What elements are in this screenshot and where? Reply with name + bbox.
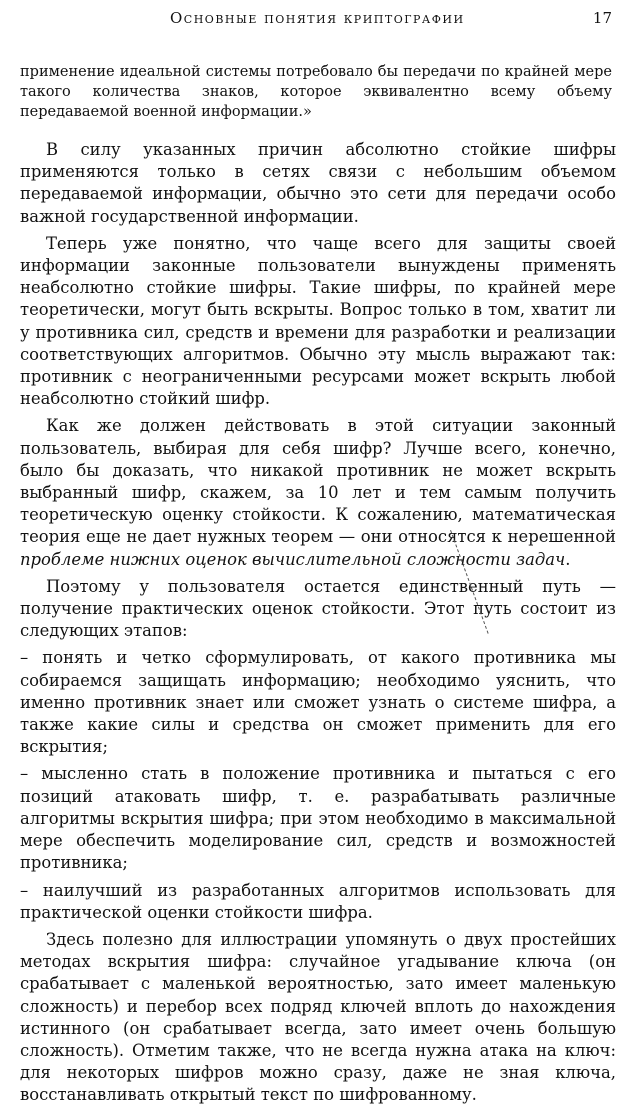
paragraph-1: В силу указанных причин абсолютно стойкие шифры применяются только в сетях связи с небольшим объемом передаваемой информации, обычно это сети для передачи особо важной государственной информации.	[20, 140, 616, 226]
page-number: 17	[592, 9, 612, 27]
list-item-3: – наилучший из разработанных алгоритмов использовать для практической оценки стойкости шифра.	[20, 880, 616, 922]
paragraph-3-italic: проблеме нижних оценок вычислительной сложности задач	[20, 549, 566, 569]
list-item-1: – понять и четко сформулировать, от какого противника мы собираемся защищать информацию; необходимо уяснить, что именно противник знает или сможет узнать о системе шифра, а также какие силы и средства он сможет применить для его вскрытия;	[20, 648, 616, 757]
paragraph-3-start: Как же должен действовать в этой ситуации законный пользователь, выбирая для себя шифр? Лучше всего, конечно, было бы доказать, что никакой противник не может вскрыть выбранный шифр, скажем, за 10 лет и тем самым получить теоретическую оценку стойкости. К сожалению, математическая теория еще не дает нужных теорем — они относятся к нерешенной	[20, 416, 616, 547]
page-header	[20, 9, 616, 33]
paragraph-2: Теперь уже понятно, что чаще всего для защиты своей информации законные пользователи вынуждены применять неабсолютно стойкие шифры. Такие шифры, по крайней мере теоретически, могут быть вскрыты. Вопрос только в том, хватит ли у противника сил, средств и времени для разработки и реализации соответствующих алгоритмов. Обычно эту мысль выражают так: противник с неограниченными ресурсами может вскрыть любой неабсолютно стойкий шифр.	[20, 233, 616, 409]
paragraph-3-end: .	[565, 549, 571, 569]
paragraph-3	[20, 415, 616, 570]
body-text	[20, 139, 616, 1112]
paragraph-4: Поэтому у пользователя остается единственный путь — получение практических оценок стойкости. Этот путь состоит из следующих этапов:	[20, 576, 616, 641]
quote-tail: применение идеальной системы потребовало бы передачи по крайней мере такого количества знаков, которое эквивалентно всему объему передаваемой военной информации.»	[20, 64, 612, 120]
running-title: Основные понятия криптографии	[170, 9, 465, 27]
paragraph-5: Здесь полезно для иллюстрации упомянуть о двух простейших методах вскрытия шифра: случайное угадывание ключа (он срабатывает с маленькой вероятностью, зато имеет маленькую сложность) и перебор всех подряд ключей вплоть до нахождения истинного (он срабатывает всегда, зато имеет очень большую сложность). Отметим также, что не всегда нужна атака на ключ: для некоторых шифров можно сразу, даже не зная ключа, восстанавливать открытый текст по шифрованному.	[20, 929, 616, 1105]
list-item-2: – мысленно стать в положение противника и пытаться с его позиций атаковать шифр, т. е. разрабатывать различные алгоритмы вскрытия шифра; при этом необходимо в максимальной мере обеспечить моделирование сил, средств и возможностей противника;	[20, 764, 616, 873]
